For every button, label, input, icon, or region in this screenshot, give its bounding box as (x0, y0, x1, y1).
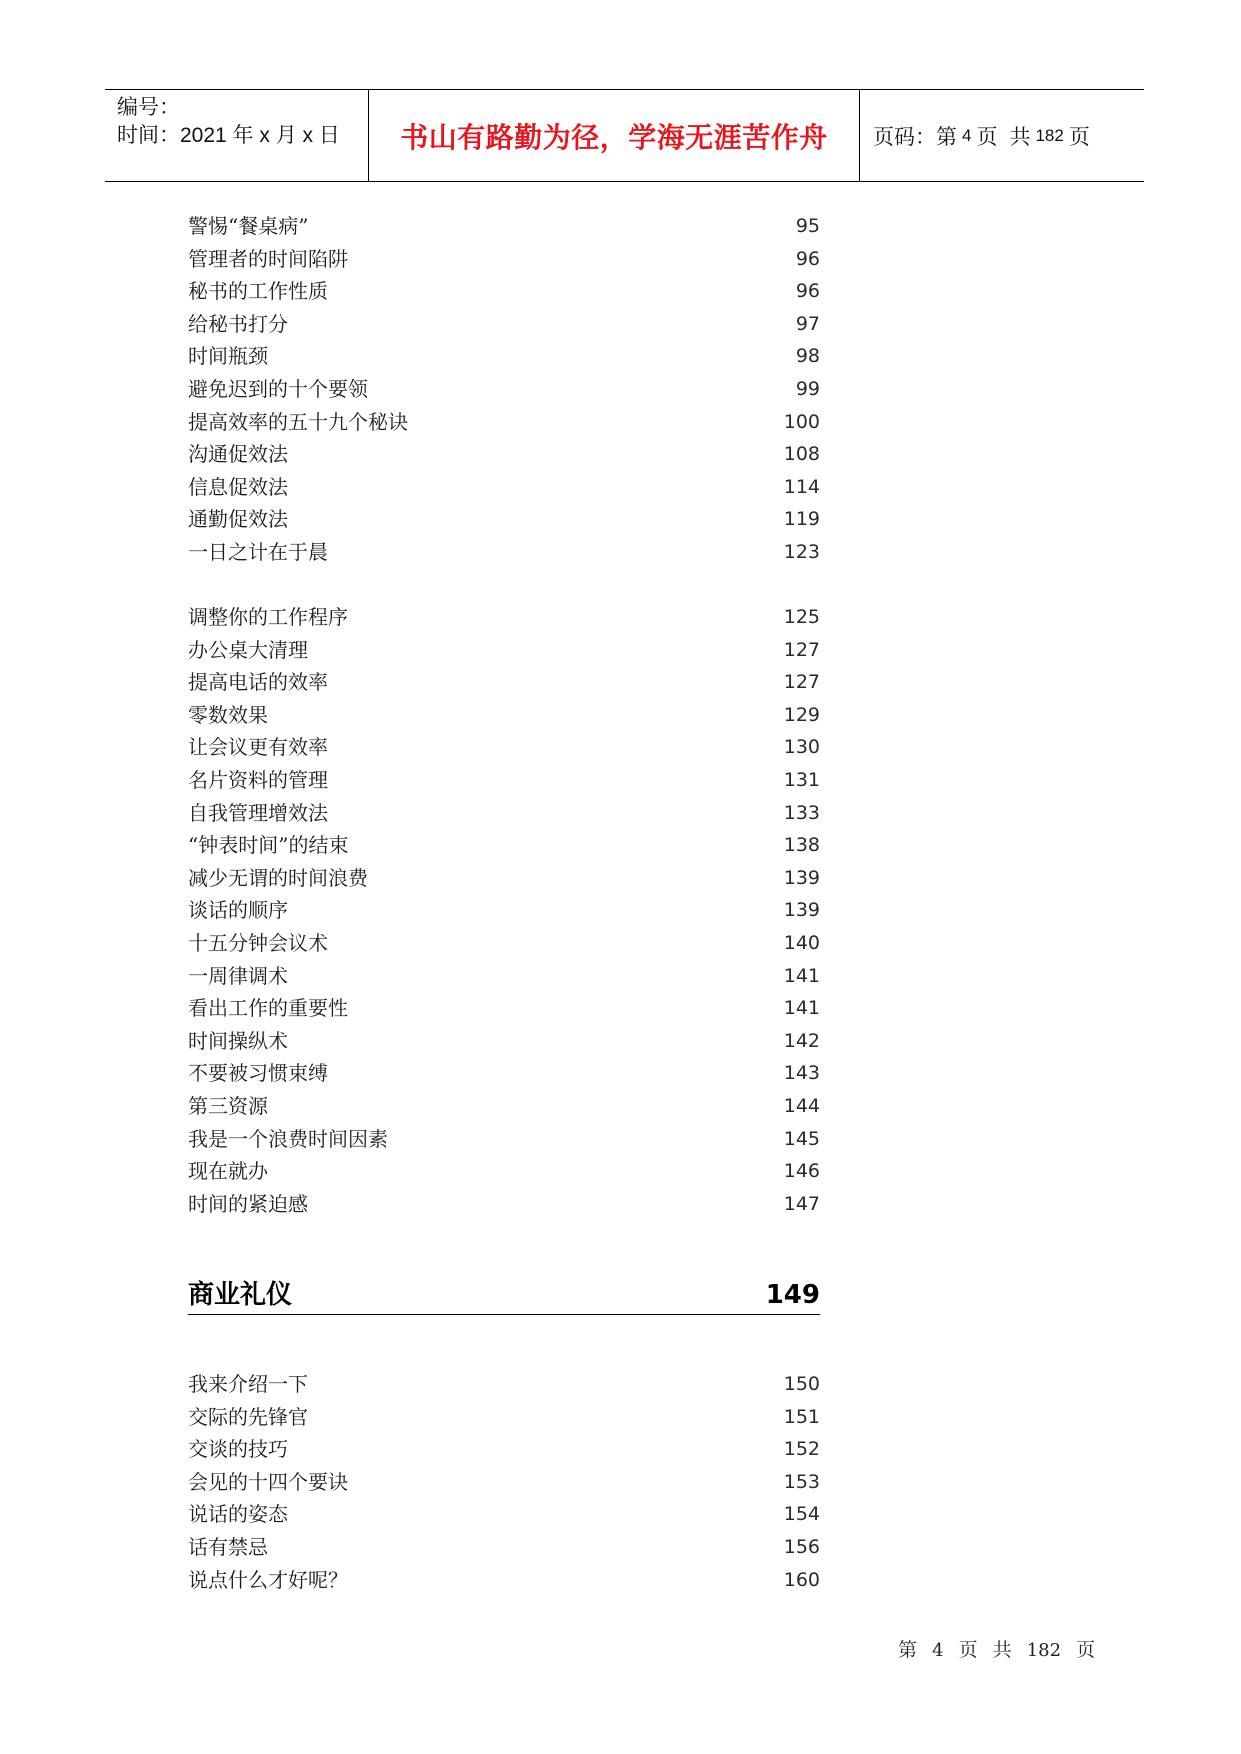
toc-entry-page: 123 (783, 541, 820, 563)
toc-entry[interactable] (188, 373, 820, 406)
toc-entry-title: 零数效果 (188, 703, 268, 727)
toc-entry[interactable] (188, 1123, 820, 1156)
toc-entry-page: 152 (783, 1438, 820, 1460)
footer-total-prefix: 共 (992, 1639, 1012, 1661)
toc-entry[interactable] (188, 308, 820, 341)
toc-entry-title: 谈话的顺序 (188, 898, 288, 922)
toc-entry-page: 143 (783, 1062, 820, 1084)
toc-entry[interactable] (188, 927, 820, 960)
section-page: 149 (765, 1280, 820, 1310)
toc-entry[interactable] (188, 210, 820, 243)
toc-entry-page: 145 (783, 1128, 820, 1150)
toc-entry[interactable] (188, 503, 820, 536)
toc-entry-title: 话有禁忌 (188, 1535, 268, 1559)
toc-entry-title: 减少无谓的时间浪费 (188, 866, 368, 890)
toc-entry[interactable] (188, 1025, 820, 1058)
toc-entry-title: 十五分钟会议术 (188, 931, 328, 955)
toc-entry-page: 146 (783, 1160, 820, 1182)
toc-entry[interactable] (188, 1466, 820, 1499)
toc-entry-title: 管理者的时间陷阱 (188, 247, 348, 271)
toc-entry-page: 147 (783, 1193, 820, 1215)
toc-entry-page: 141 (783, 965, 820, 987)
toc-entry[interactable] (188, 634, 820, 667)
toc-entry-title: 自我管理增效法 (188, 801, 328, 825)
page-total-unit: 页 (1068, 125, 1090, 149)
toc-entry-page: 131 (783, 769, 820, 791)
toc-entry-title: 沟通促效法 (188, 442, 288, 466)
page-footer (898, 1637, 1095, 1664)
toc-entry-page: 141 (783, 997, 820, 1019)
toc-entry[interactable] (188, 243, 820, 276)
toc-entry-title: 时间的紧迫感 (188, 1192, 308, 1216)
toc-entry-title: 时间操纵术 (188, 1029, 288, 1053)
footer-prefix: 第 (898, 1639, 918, 1661)
toc-entry[interactable] (188, 862, 820, 895)
toc-entry[interactable] (188, 992, 820, 1025)
toc-entry-page: 142 (783, 1030, 820, 1052)
toc-entry-title: 给秘书打分 (188, 312, 288, 336)
toc-entry-page: 144 (783, 1095, 820, 1117)
toc-entry-page: 140 (783, 932, 820, 954)
footer-current: 4 (932, 1640, 944, 1661)
toc-entry-page: 133 (783, 802, 820, 824)
toc-entry-title: 说话的姿态 (188, 1502, 288, 1526)
toc-entry-title: 一周律调术 (188, 964, 288, 988)
toc-entry-title: 让会议更有效率 (188, 735, 328, 759)
toc-entry-page: 139 (783, 899, 820, 921)
toc-entry-page: 108 (783, 443, 820, 465)
toc-entry[interactable] (188, 797, 820, 830)
toc-entry-title: 避免迟到的十个要领 (188, 377, 368, 401)
header-meta-cell (105, 90, 369, 181)
toc-entry[interactable] (188, 1401, 820, 1434)
toc-entry[interactable] (188, 471, 820, 504)
toc-entry[interactable] (188, 406, 820, 439)
toc-entry[interactable] (188, 1368, 820, 1401)
page-total-prefix: 共 (1009, 125, 1031, 149)
toc-entry-page: 100 (783, 411, 820, 433)
time-label: 时间：2021 年 x 月 x 日 (117, 124, 340, 147)
toc-entry[interactable] (188, 894, 820, 927)
toc-entry[interactable] (188, 764, 820, 797)
page-total: 182 (1035, 125, 1064, 145)
toc-entry-title: 办公桌大清理 (188, 638, 308, 662)
toc-entry-page: 99 (795, 378, 820, 400)
toc-entry[interactable] (188, 1090, 820, 1123)
toc-entry[interactable] (188, 438, 820, 471)
toc-entry[interactable] (188, 1057, 820, 1090)
toc-entry[interactable] (188, 829, 820, 862)
toc-entry[interactable] (188, 731, 820, 764)
toc-entry-page: 160 (783, 1569, 820, 1591)
toc-entry[interactable] (188, 1531, 820, 1564)
toc-entry-title: 名片资料的管理 (188, 768, 328, 792)
toc-entry-page: 125 (783, 606, 820, 628)
toc-entry-title: 第三资源 (188, 1094, 268, 1118)
toc-entry-page: 114 (783, 476, 820, 498)
toc-entry-title: 调整你的工作程序 (188, 605, 348, 629)
header-page-cell (860, 90, 1144, 181)
page-current: 4 (962, 125, 972, 145)
toc-entry[interactable] (188, 601, 820, 634)
motto: 书山有路勤为径，学海无涯苦作舟 (400, 120, 828, 154)
toc-entry-title: 警惕“餐桌病” (188, 214, 309, 238)
footer-unit: 页 (958, 1639, 978, 1661)
page-prefix: 页码：第 (873, 125, 957, 149)
toc-entry-page: 96 (795, 280, 820, 302)
toc-entry[interactable] (188, 275, 820, 308)
toc-entry-title: 现在就办 (188, 1159, 268, 1183)
toc-entry-title: 提高电话的效率 (188, 670, 328, 694)
toc-entry-page: 96 (795, 248, 820, 270)
page-unit: 页 (976, 125, 998, 149)
toc-entry-page: 138 (783, 834, 820, 856)
toc-entry-page: 153 (783, 1471, 820, 1493)
toc-entry[interactable] (188, 536, 820, 569)
toc-entry-title: “钟表时间”的结束 (188, 833, 349, 857)
toc-entry-page: 98 (795, 345, 820, 367)
toc-entry[interactable] (188, 960, 820, 993)
toc-entry[interactable] (188, 699, 820, 732)
header-motto-cell (369, 90, 860, 181)
toc-entry-page: 129 (783, 704, 820, 726)
toc-entry-page: 95 (795, 215, 820, 237)
toc-entry-page: 119 (783, 508, 820, 530)
section-heading[interactable] (188, 1276, 820, 1315)
toc-entry-title: 信息促效法 (188, 475, 288, 499)
toc-entry[interactable] (188, 1155, 820, 1188)
toc-entry-title: 看出工作的重要性 (188, 996, 348, 1020)
toc-entry-title: 交谈的技巧 (188, 1437, 288, 1461)
toc-entry-page: 127 (783, 639, 820, 661)
toc-entry-title: 通勤促效法 (188, 507, 288, 531)
toc-entry-title: 我是一个浪费时间因素 (188, 1127, 388, 1151)
toc-entry-page: 156 (783, 1536, 820, 1558)
section-title: 商业礼仪 (188, 1280, 293, 1310)
toc-entry-title: 不要被习惯束缚 (188, 1061, 328, 1085)
toc-entry-title: 说点什么才好呢？ (188, 1568, 348, 1592)
toc-entry[interactable] (188, 1433, 820, 1466)
toc-entry-page: 97 (795, 313, 820, 335)
toc-entry[interactable] (188, 1498, 820, 1531)
toc-entry-page: 127 (783, 671, 820, 693)
toc-entry-title: 会见的十四个要诀 (188, 1470, 348, 1494)
toc-entry-page: 154 (783, 1503, 820, 1525)
header-table (105, 89, 1144, 182)
toc-entry-page: 139 (783, 867, 820, 889)
footer-total-unit: 页 (1076, 1639, 1096, 1661)
toc-entry[interactable] (188, 1564, 820, 1597)
toc-entry[interactable] (188, 1188, 820, 1221)
number-label: 编号： (117, 96, 180, 119)
toc-entry-page: 130 (783, 736, 820, 758)
toc-entry-title: 秘书的工作性质 (188, 279, 328, 303)
toc-entry-title: 提高效率的五十九个秘诀 (188, 410, 408, 434)
toc-entry-title: 我来介绍一下 (188, 1372, 308, 1396)
toc-entry-title: 交际的先锋官 (188, 1405, 308, 1429)
toc-entry-title: 时间瓶颈 (188, 344, 268, 368)
toc-entry[interactable] (188, 340, 820, 373)
toc-entry[interactable] (188, 666, 820, 699)
footer-total: 182 (1026, 1640, 1062, 1661)
toc-entry-page: 151 (783, 1406, 820, 1428)
toc-entry-title: 一日之计在于晨 (188, 540, 328, 564)
toc-entry-page: 150 (783, 1373, 820, 1395)
